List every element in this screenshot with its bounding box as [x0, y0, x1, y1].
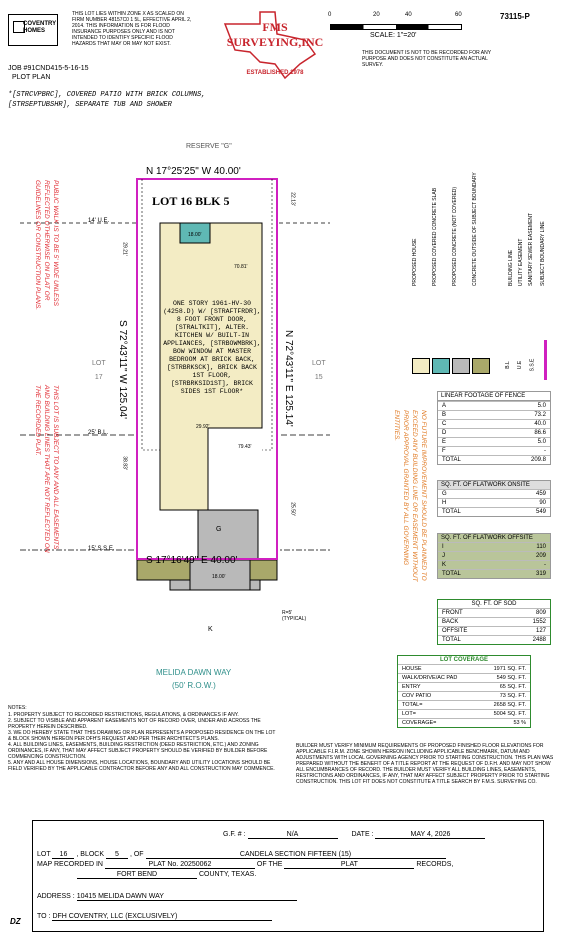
note-line: 4. ALL BUILDING LINES, EASEMENTS, BUILDING RESTRICTION (DEED RESTRICTION, ETC.) AND ZONING ORDINANCES, IF ANY, THAT MAY AFFECT SUBJECT PROPERTY SHOULD BE VERIFIED BY BUILDER BEFORE COMMENCING CONSTRUCTION. [8, 742, 268, 760]
sod-table [437, 599, 551, 645]
sod-row-label: BACK [442, 619, 459, 625]
sod-row-value: 1552 [532, 619, 546, 625]
fence-row [438, 401, 550, 410]
scale-text: SCALE: 1"=20' [370, 32, 417, 39]
radius-note: R=5' (TYPICAL) [282, 610, 307, 622]
scale-bar [330, 18, 460, 28]
company-name: FMS SURVEYING,INC [226, 20, 324, 49]
sod-row-value: 2488 [532, 637, 546, 643]
fence-row [438, 428, 550, 437]
swatch-outside [472, 358, 490, 374]
fence-row-label: C [442, 421, 447, 427]
coverage-row-label: WALK/DRIVE/AC PAD [402, 675, 458, 681]
fence-row-label: B [442, 412, 447, 418]
street-row: (50' R.O.W.) [172, 681, 216, 690]
coverage-row-label: COV PATIO [402, 693, 432, 699]
coverage-row-value: 5004 SQ. FT. [493, 711, 526, 717]
of-the: OF THE [256, 861, 283, 868]
letter-k: K [208, 626, 213, 633]
scale-tick-60: 60 [455, 12, 462, 18]
legend [408, 172, 558, 385]
fence-row-label: A [442, 403, 447, 409]
legend-ue: UTILITY EASEMENT [518, 238, 524, 286]
coverage-row-label: TOTAL= [402, 702, 423, 708]
swatch-concrete [452, 358, 470, 374]
scale-tick-20: 20 [373, 12, 380, 18]
swatch-covered [432, 358, 450, 374]
coverage-row [398, 718, 530, 727]
notes-title: NOTES: [8, 705, 27, 711]
scale-tick-40: 40 [405, 12, 412, 18]
fence-row-value: 209.8 [530, 457, 546, 463]
reserve-label: RESERVE "G" [186, 143, 232, 150]
abbrev-ue: U.E [517, 360, 524, 370]
onsite-row-label: G [442, 491, 447, 497]
onsite-row-value: 459 [535, 491, 546, 497]
established: ESTABLISHED 1978 [246, 70, 304, 76]
coverage-row-value: 1971 SQ. FT. [493, 666, 526, 672]
county-suffix: COUNTY, TEXAS. [198, 871, 257, 878]
map-label: MAP RECORDED IN [37, 861, 103, 868]
sod-row [438, 635, 550, 644]
sod-row [438, 626, 550, 635]
date-value: MAY 4, 2026 [375, 831, 485, 839]
fence-row-label: E [442, 439, 447, 445]
public-walk-note: PUBLIC WALK IS TO BE 5' WIDE UNLESS REFLECTED OTHERWISE ON PLAT OR GUIDELINES OR CONSTRUCTION PLANS. [34, 180, 59, 311]
coverage-table [397, 655, 531, 728]
fence-row [438, 419, 550, 428]
dim-38-83: 38.83' [121, 456, 128, 470]
records: RECORDS, [416, 861, 454, 868]
fence-row-value: 5.0 [537, 403, 546, 409]
coverage-title: LOT COVERAGE [439, 657, 488, 663]
title-block [32, 820, 544, 932]
offsite-title: SQ. FT. OF FLATWORK OFFSITE [441, 535, 533, 541]
fence-row [438, 446, 550, 455]
address-label: ADDRESS : [37, 893, 75, 900]
coverage-row [398, 700, 530, 709]
offsite-row-label: TOTAL [442, 571, 461, 577]
coverage-row-label: ENTRY [402, 684, 421, 690]
fence-row [438, 437, 550, 446]
sod-row [438, 617, 550, 626]
subdivision: CANDELA SECTION FIFTEEN (15) [146, 851, 446, 859]
options-line-2: [STRSEPTUBSHR], SEPARATE TUB AND SHOWER [8, 101, 172, 109]
sod-row-label: OFFSITE [442, 628, 468, 634]
sod-row-label: TOTAL [442, 637, 461, 643]
fence-row-value: 73.2 [534, 412, 546, 418]
coverage-row [398, 709, 530, 718]
builder-logo [8, 14, 58, 46]
not-recorded-note: THIS DOCUMENT IS NOT TO BE RECORDED FOR ANY PURPOSE AND DOES NOT CONSTITUTE AN ACTUAL SURVEY. [362, 50, 492, 68]
south-bearing: S 17°16'49" E 40.00' [146, 555, 238, 566]
swatch-house [412, 358, 430, 374]
boundary-swatch [544, 340, 547, 380]
onsite-row [438, 489, 550, 498]
legend-house: PROPOSED HOUSE [412, 238, 418, 286]
note-line: 3. WE DO HEREBY STATE THAT THIS DRAWING OR PLAN REPRESENTS A PROPOSED RESIDENCE ON THE LOT & BLOCK SHOWN HEREON PER DFH'S REQUEST AND PER THEIR ARCHITECT'S PLANS. [8, 730, 276, 742]
abbrev-sse: S.S.E [529, 358, 536, 372]
date-label: DATE : [351, 831, 374, 838]
job-number: 73115-P [500, 12, 530, 21]
sod-row [438, 608, 550, 617]
lot-15-label: LOT 15 [312, 360, 326, 381]
drafter-initials: DZ [10, 917, 21, 926]
block-value: 5 [106, 851, 128, 859]
legend-covered: PROPOSED COVERED CONCRETE SLAB [432, 187, 438, 286]
coverage-row [398, 664, 530, 673]
easement-note: THIS LOT IS SUBJECT TO ANY AND ALL EASEMENTS AND BUILDING LINES THAT ARE NOT REFLECTED ON THE RECORDED PLAT. [34, 385, 59, 553]
fence-row-value: - [544, 448, 546, 454]
block-label: , BLOCK [76, 851, 105, 858]
onsite-row [438, 498, 550, 507]
county: FORT BEND [77, 871, 197, 879]
sse-label: 15' S.S.E. [88, 546, 115, 552]
future-improvement-note: NO FUTURE IMPROVEMENT SHOULD BE PLANNED TO EXCEED ANY BUILDING LINE OR EASEMENT WITHOUT PRIOR APPROVAL GRANTED BY ALL GOVERNING ENTITIES. [393, 410, 427, 582]
flood-note: THIS LOT LIES WITHIN ZONE X AS SCALED ON FIRM NUMBER 48157C0 1 5L, EFFECTIVE APRIL 2, 2014. THIS INFORMATION IS FOR FLOOD INSURANCE PURPOSES ONLY AND IS NOT INTENDED TO IDENTIFY SPECIFIC FLOOD HAZARDS THAT MAY OR MAY NOT EXIST. [72, 11, 192, 47]
coverage-row-label: LOT= [402, 711, 416, 717]
note-line: 1. PROPERTY SUBJECT TO RECORDED RESTRICTIONS, REGULATIONS, & ORDINANCES IF ANY. [8, 712, 239, 718]
dim-18-00-bottom: 18.00' [212, 574, 226, 580]
legend-concrete: PROPOSED CONCRETE (NOT COVERED) [452, 186, 458, 286]
onsite-row-value: 549 [535, 509, 546, 515]
coverage-row-value: 2658 SQ. FT. [493, 702, 526, 708]
sod-row-label: FRONT [442, 610, 463, 616]
dim-29-21: 29.21' [121, 242, 128, 256]
coverage-row [398, 691, 530, 700]
lot-block-label: LOT 16 BLK 5 [152, 194, 230, 208]
lot-value: 16 [52, 851, 74, 859]
fence-row-label: F [442, 448, 446, 454]
dim-79-43: 79.43' [238, 444, 252, 450]
offsite-row-label: J [442, 553, 445, 559]
legend-bl: BUILDING LINE [508, 249, 514, 286]
coverage-row-label: COVERAGE= [402, 720, 437, 726]
fence-row [438, 455, 550, 464]
fence-row-label: D [442, 430, 447, 436]
to-label: TO : [37, 913, 51, 920]
logo-text: COVENTRY HOMES [23, 21, 57, 34]
north-bearing: N 17°25'25" W 40.00' [146, 166, 241, 177]
gf-value: N/A [248, 831, 338, 839]
plat: PLAT [284, 861, 414, 869]
coverage-row-value: 73 SQ. FT. [499, 693, 526, 699]
of-label: , OF [129, 851, 144, 858]
onsite-table [437, 480, 551, 517]
street-name: MELIDA DAWN WAY [156, 668, 232, 677]
notes-list [8, 712, 280, 772]
coverage-row-label: HOUSE [402, 666, 422, 672]
bl-label: 25' B.L. [88, 430, 109, 436]
onsite-row-label: H [442, 500, 447, 506]
offsite-row-value: 110 [536, 544, 546, 550]
offsite-row-label: K [442, 562, 447, 568]
note-line: 2. SUBJECT TO VISIBLE AND APPARENT EASEMENTS NOT OF RECORD OVER, UNDER AND ACROSS THE PROPERTY HEREIN DESCRIBED. [8, 718, 261, 730]
dim-22-13: 22.13' [289, 192, 296, 206]
offsite-table [437, 533, 551, 579]
offsite-row [438, 560, 550, 569]
legend-boundary: SUBJECT BOUNDARY LINE [540, 221, 546, 286]
gf-label: G.F. # : [223, 831, 246, 838]
coverage-row-value: 549 SQ. FT. [496, 675, 526, 681]
coverage-row-value: 53 % [513, 720, 526, 726]
west-bearing: S 72°43'11" W 125.04' [117, 320, 128, 420]
fence-row-value: 5.0 [537, 439, 546, 445]
sod-title: SQ. FT. OF SOD [471, 601, 517, 607]
plan-title: PLOT PLAN [12, 74, 51, 81]
offsite-row [438, 542, 550, 551]
job-line: JOB #91CND415-5-16-15 [8, 65, 89, 72]
abbrev-bl: B.L [504, 361, 511, 369]
house-description: ONE STORY 1961-HV-30 (4258.D) W/ [STRAFTFRDR], 8 FOOT FRONT DOOR, [STRALTKIT], ALTER. KITCHEN W/ BUILT-IN APPLIANCES, [STRBOWMBRK], BOW WINDOW AT MASTER BEDROOM AT BRICK BACK, [STRBRKSCK], BRICK BACK 1ST FLOOR, [STRBRKSID1ST], BRICK SIDES 1ST FLOOR* [163, 300, 261, 395]
onsite-row-value: 90 [539, 500, 546, 506]
fence-title: LINEAR FOOTAGE OF FENCE [438, 392, 550, 401]
legend-outside: CONCRETE OUTSIDE OF SUBJECT BOUNDARY [472, 172, 478, 286]
east-bearing: N 72°43'11" E 125.14' [283, 330, 294, 427]
scale-tick-0: 0 [328, 12, 332, 18]
offsite-row [438, 569, 550, 578]
offsite-row-value: 209 [535, 553, 546, 559]
note-line: 5. ANY AND ALL HOUSE DIMENSIONS, HOUSE LOCATIONS, BOUNDARY AND UTILITY LOCATIONS SHOULD BE FIELD VERIFIED BY THE APPLICABLE CONTRACTOR BEFORE ANY AND ALL CONSTRUCTION MAY COMMENCE. [8, 760, 275, 772]
coverage-row [398, 682, 530, 691]
sod-row-value: 809 [535, 610, 546, 616]
dim-29-92: 29.92' [196, 424, 210, 430]
fence-table [437, 391, 551, 465]
fence-row [438, 410, 550, 419]
fence-row-value: 86.6 [534, 430, 546, 436]
lot-17-label: LOT 17 [92, 360, 106, 381]
legend-sse: SANITARY SEWER EASEMENT [528, 212, 534, 286]
sod-row-value: 127 [535, 628, 546, 634]
dim-25-50: 25.50' [289, 502, 296, 516]
ue-label: 14' U.E. [88, 218, 110, 224]
coverage-row [398, 673, 530, 682]
options-line-1: *[STRCVPBRC], COVERED PATIO WITH BRICK COLUMNS, [8, 91, 206, 99]
address-value: 10415 MELIDA DAWN WAY [77, 893, 297, 901]
dim-70-81: 70.81' [234, 264, 248, 270]
offsite-row [438, 551, 550, 560]
lot-label: LOT [37, 851, 51, 858]
onsite-row [438, 507, 550, 516]
to-value: DFH COVENTRY, LLC (EXCLUSIVELY) [52, 913, 272, 921]
onsite-row-label: TOTAL [442, 509, 461, 515]
offsite-row-label: I [442, 544, 444, 550]
fence-row-label: TOTAL [442, 457, 461, 463]
dim-18-00-top: 18.00' [188, 232, 202, 238]
offsite-row-value: - [544, 562, 546, 568]
onsite-title: SQ. FT. OF FLATWORK ONSITE [438, 481, 550, 489]
company-logo [205, 4, 335, 82]
fence-row-value: 40.0 [534, 421, 546, 427]
offsite-row-value: 319 [535, 571, 546, 577]
builder-note: BUILDER MUST VERIFY MINIMUM REQUIREMENTS OF PROPOSED FINISHED FLOOR ELEVATIONS FOR APPLICABLE F.I.R.M. ZONE SHOWN HEREON INCLUDING APPLICABLE BENCHMARK, DATUM AND ADJUSTMENTS WITH LOCAL GOVERNING AGENCY PRIOR TO STARTING CONSTRUCTION. THIS PLAN WAS PREPARED WITHOUT THE BENEFIT OF A TITLE REPORT AT THE REQUEST OF D.F.H. AND MAY NOT SHOW ALL ENCUMBRANCES OF RECORD. THE BUILDER MUST VERIFY ALL BUILDING LINES, EASEMENTS, RESTRICTIONS AND ORDINANCES, IF ANY, THAT MAY AFFECT SUBJECT PROPERTY PRIOR TO STARTING CONSTRUCTION. THIS LOT FIT DOES NOT CONSTITUTE A TITLE SEARCH BY F.M.S. SURVEYING CO. [296, 743, 554, 785]
plat-no: PLAT No. 20250062 [105, 861, 255, 869]
letter-g: G [216, 526, 222, 533]
coverage-row-value: 65 SQ. FT. [499, 684, 526, 690]
